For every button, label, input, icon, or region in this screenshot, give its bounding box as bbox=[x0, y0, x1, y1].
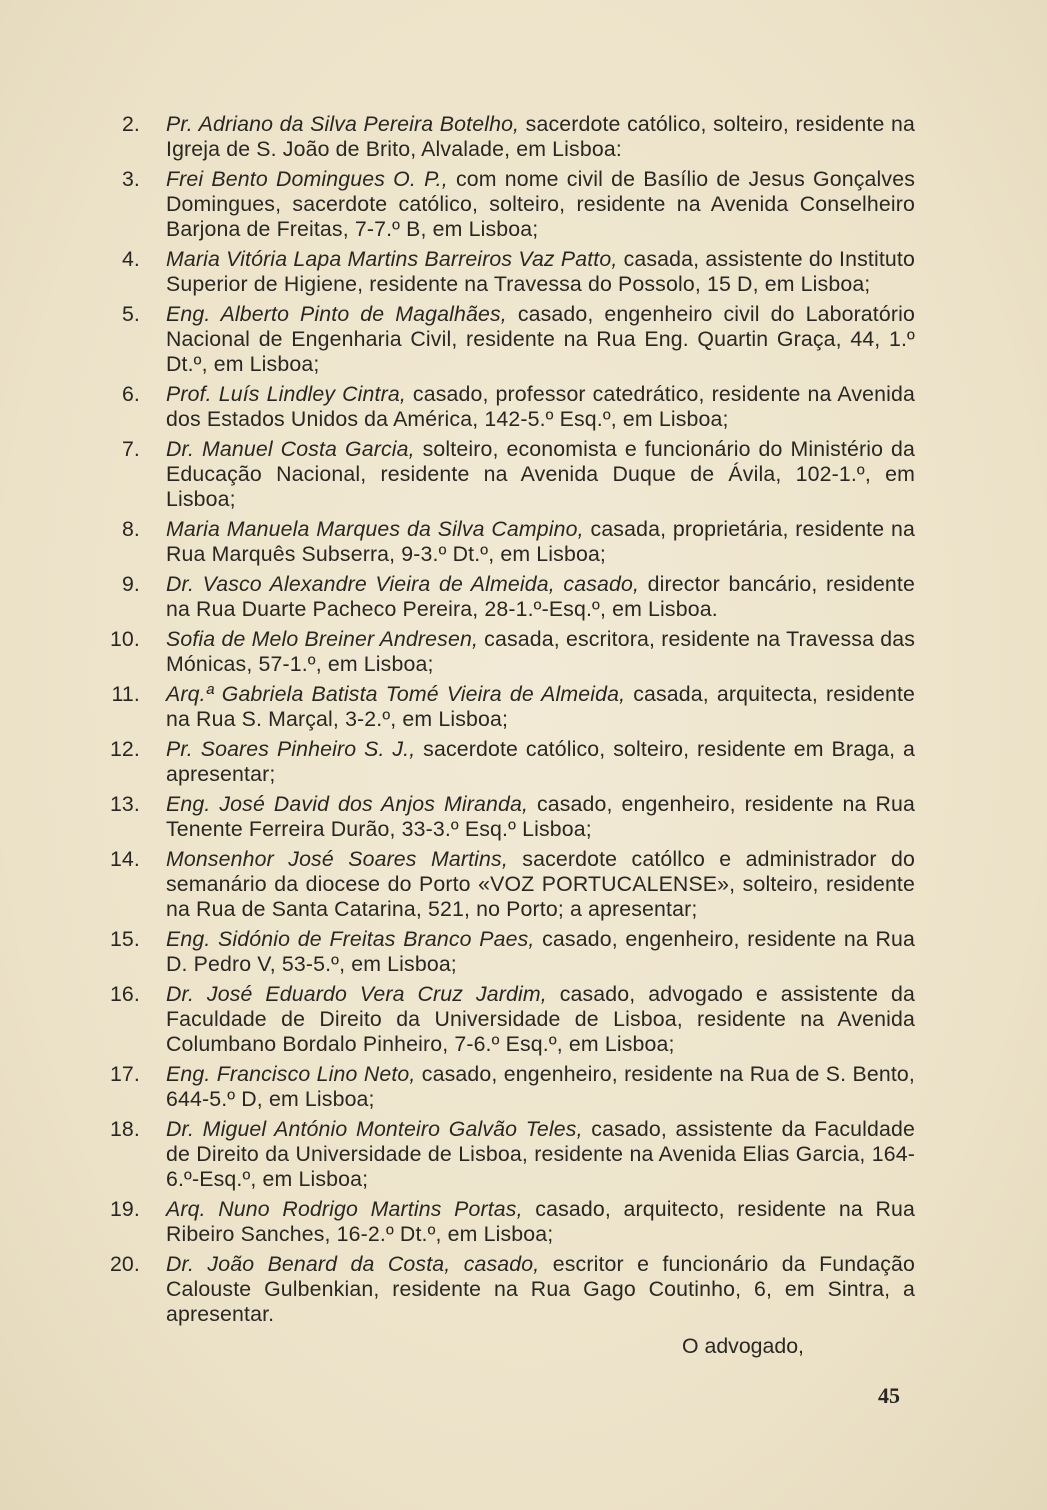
person-name: Eng. Francisco Lino Neto, bbox=[166, 1062, 416, 1086]
list-item bbox=[100, 1252, 915, 1327]
person-description: sacerdote católico, solteiro, residente na Igreja de S. João de Brito, Alvalade, em Lisboa: bbox=[166, 112, 916, 161]
person-description: casado, arquitecto, residente na Rua Ribeiro Sanches, 16-2.º Dt.º, em Lisboa; bbox=[166, 1197, 915, 1246]
item-number: 18. bbox=[109, 1117, 140, 1141]
person-description: escritor e funcionário da Fundação Calouste Gulbenkian, residente na Rua Gago Coutinho, 6, em Sintra, a apresentar. bbox=[166, 1252, 915, 1326]
item-number: 12. bbox=[109, 737, 140, 761]
person-description: sacerdote católlco e administrador do semanário da diocese do Porto «VOZ PORTUCALENSE», solteiro, residente na Rua de Santa Catarina, 521, no Porto; a apresentar; bbox=[166, 847, 915, 921]
list-item bbox=[100, 927, 915, 977]
list-item bbox=[100, 982, 915, 1057]
person-description: sacerdote católico, solteiro, residente em Braga, a apresentar; bbox=[166, 737, 915, 786]
item-number: 13. bbox=[109, 792, 140, 816]
list-item bbox=[100, 1197, 915, 1247]
closing-signature-line: O advogado, bbox=[682, 1334, 804, 1358]
person-name: Eng. José David dos Anjos Miranda, bbox=[166, 792, 529, 816]
witness-list bbox=[100, 112, 915, 1332]
person-name: Dr. João Benard da Costa, casado, bbox=[166, 1252, 540, 1276]
list-item bbox=[100, 1117, 915, 1192]
list-item bbox=[100, 437, 915, 512]
person-description: solteiro, economista e funcionário do Ministério da Educação Nacional, residente na Avenida Duque de Ávila, 102-1.º, em Lisboa; bbox=[166, 437, 915, 511]
list-item bbox=[100, 517, 915, 567]
item-number: 2. bbox=[121, 112, 140, 136]
person-name: Dr. Manuel Costa Garcia, bbox=[166, 437, 415, 461]
item-number: 19. bbox=[109, 1197, 140, 1221]
list-item bbox=[100, 847, 915, 922]
item-number: 11. bbox=[111, 682, 140, 706]
list-item bbox=[100, 167, 915, 242]
person-name: Maria Manuela Marques da Silva Campino, bbox=[166, 517, 584, 541]
item-number: 9. bbox=[121, 572, 140, 596]
item-number: 4. bbox=[121, 247, 140, 271]
person-description: casado, engenheiro, residente na Rua D. Pedro V, 53-5.º, em Lisboa; bbox=[166, 927, 915, 976]
person-name: Eng. Sidónio de Freitas Branco Paes, bbox=[166, 927, 535, 951]
list-item bbox=[100, 682, 915, 732]
person-description: casado, engenheiro, residente na Rua de S. Bento, 644-5.º D, em Lisboa; bbox=[166, 1062, 915, 1111]
person-name: Sofia de Melo Breiner Andresen, bbox=[166, 627, 479, 651]
person-description: casado, advogado e assistente da Faculdade de Direito da Universidade de Lisboa, residente na Avenida Columbano Bordalo Pinheiro, 7-6.º Esq.º, em Lisboa; bbox=[166, 982, 915, 1056]
person-name: Dr. José Eduardo Vera Cruz Jardim, bbox=[166, 982, 547, 1006]
person-description: casado, professor catedrático, residente na Avenida dos Estados Unidos da América, 142-5.º Esq.º, em Lisboa; bbox=[166, 382, 915, 431]
item-number: 10. bbox=[109, 627, 140, 651]
list-item bbox=[100, 302, 915, 377]
person-description: director bancário, residente na Rua Duarte Pacheco Pereira, 28-1.º-Esq.º, em Lisboa. bbox=[166, 572, 915, 621]
person-name: Dr. Vasco Alexandre Vieira de Almeida, casado, bbox=[166, 572, 640, 596]
list-item bbox=[100, 627, 915, 677]
item-number: 7. bbox=[121, 437, 140, 461]
list-item bbox=[100, 792, 915, 842]
person-name: Dr. Miguel António Monteiro Galvão Teles, bbox=[166, 1117, 583, 1141]
person-description: casada, escritora, residente na Travessa das Mónicas, 57-1.º, em Lisboa; bbox=[166, 627, 916, 676]
person-description: casada, assistente do Instituto Superior de Higiene, residente na Travessa do Possolo, 15 D, em Lisboa; bbox=[166, 247, 915, 296]
person-name: Maria Vitória Lapa Martins Barreiros Vaz Patto, bbox=[166, 247, 618, 271]
list-item bbox=[100, 737, 915, 787]
person-name: Arq. Nuno Rodrigo Martins Portas, bbox=[166, 1197, 523, 1221]
item-number: 15. bbox=[109, 927, 140, 951]
person-description: casado, engenheiro, residente na Rua Tenente Ferreira Durão, 33-3.º Esq.º Lisboa; bbox=[166, 792, 916, 841]
person-name: Pr. Soares Pinheiro S. J., bbox=[166, 737, 416, 761]
person-name: Pr. Adriano da Silva Pereira Botelho, bbox=[166, 112, 520, 136]
list-item bbox=[100, 382, 915, 432]
list-item bbox=[100, 1062, 915, 1112]
person-name: Arq.ª Gabriela Batista Tomé Vieira de Almeida, bbox=[166, 682, 626, 706]
person-name: Eng. Alberto Pinto de Magalhães, bbox=[166, 302, 507, 326]
person-name: Frei Bento Domingues O. P., bbox=[166, 167, 448, 191]
person-description: com nome civil de Basílio de Jesus Gonçalves Domingues, sacerdote católico, solteiro, residente na Avenida Conselheiro Barjona de Freitas, 7-7.º B, em Lisboa; bbox=[166, 167, 916, 241]
page-number: 45 bbox=[878, 1383, 900, 1408]
list-item bbox=[100, 572, 915, 622]
item-number: 17. bbox=[109, 1062, 140, 1086]
item-number: 6. bbox=[121, 382, 140, 406]
person-description: casado, assistente da Faculdade de Direito da Universidade de Lisboa, residente na Avenida Elias Garcia, 164-6.º-Esq.º, em Lisboa; bbox=[166, 1117, 915, 1191]
list-item bbox=[100, 112, 915, 162]
list-item bbox=[100, 247, 915, 297]
person-name: Prof. Luís Lindley Cintra, bbox=[166, 382, 406, 406]
item-number: 20. bbox=[109, 1252, 140, 1276]
item-number: 16. bbox=[109, 982, 140, 1006]
person-description: casada, arquitecta, residente na Rua S. Marçal, 3-2.º, em Lisboa; bbox=[166, 682, 916, 731]
person-name: Monsenhor José Soares Martins, bbox=[166, 847, 508, 871]
person-description: casado, engenheiro civil do Laboratório Nacional de Engenharia Civil, residente na Rua Eng. Quartin Graça, 44, 1.º Dt.º, em Lisboa; bbox=[166, 302, 915, 376]
item-number: 3. bbox=[121, 167, 140, 191]
item-number: 14. bbox=[109, 847, 140, 871]
person-description: casada, proprietária, residente na Rua Marquês Subserra, 9-3.º Dt.º, em Lisboa; bbox=[166, 517, 916, 566]
item-number: 8. bbox=[121, 517, 140, 541]
item-number: 5. bbox=[121, 302, 140, 326]
